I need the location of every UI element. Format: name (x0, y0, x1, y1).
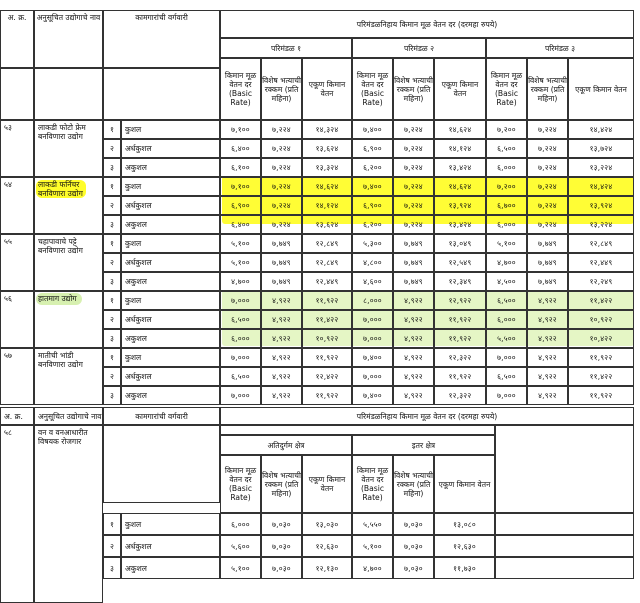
worker-category: अकुशल (121, 557, 220, 579)
worker-category: अर्धकुशल (121, 196, 220, 215)
wage-cell: ५,५५० (352, 513, 393, 535)
wage-cell: ६,२०० (352, 215, 393, 234)
wage-cell: ६,५०० (486, 291, 527, 310)
wage-cell: ६,९०० (352, 196, 393, 215)
wage-cell: १२,३४९ (434, 272, 486, 291)
wage-cell: १४,६२४ (302, 177, 352, 196)
wage-cell: १२,२४९ (568, 272, 634, 291)
worker-category: अर्धकुशल (121, 535, 220, 557)
industry-name: लाकडी फोटो फ्रेम बनविणारा उद्योग (34, 120, 103, 177)
worker-category: अकुशल (121, 215, 220, 234)
wage-cell: १४,१२४ (302, 196, 352, 215)
wage-cell: १३,३२४ (302, 158, 352, 177)
total-wage-header-z2: एकूण किमान वेतन (434, 58, 486, 120)
row-number: १ (103, 120, 121, 139)
blank-cell (495, 557, 634, 579)
total-wage-header-z1: एकूण किमान वेतन (302, 58, 352, 120)
wage-cell: ५,१०० (220, 557, 261, 579)
wage-cell: ७,१०० (220, 177, 261, 196)
wage-cell: ७,२२४ (393, 177, 434, 196)
header-spacer-worker (103, 68, 220, 120)
header-spacer-sr (0, 68, 34, 120)
wage-cell: १०,९२२ (568, 310, 634, 329)
wage-cell: ७,२२४ (261, 177, 302, 196)
worker-category: कुशल (121, 513, 220, 535)
wage-cell: १२,८४९ (302, 253, 352, 272)
wage-cell: ७,२२४ (261, 215, 302, 234)
worker-category: अर्धकुशल (121, 253, 220, 272)
row-number: २ (103, 310, 121, 329)
wage-cell: ७,७४९ (261, 234, 302, 253)
worker-category: अकुशल (121, 158, 220, 177)
wage-cell: ४,९२२ (393, 367, 434, 386)
header-spacer-name (34, 68, 103, 120)
wage-cell: ७,०३० (261, 513, 302, 535)
worker-category: अकुशल (121, 386, 220, 405)
industry-header-2: अनुसूचित उद्योगाचे नाव (34, 407, 103, 425)
wage-cell: ७,०३० (393, 535, 434, 557)
wage-cell: १३,९२४ (434, 196, 486, 215)
wage-cell: ७,२२४ (261, 120, 302, 139)
wage-cell: ७,२०० (486, 177, 527, 196)
wage-cell: ७,००० (486, 348, 527, 367)
wage-cell: ७,२२४ (527, 139, 568, 158)
basic-rate-header-s2z1: किमान मूळ वेतन दर (Basic Rate) (220, 455, 261, 513)
wage-cell: ६,००० (486, 310, 527, 329)
industry-name: हातमाग उद्योग (34, 291, 103, 348)
row-number: ३ (103, 329, 121, 348)
wage-cell: ६,४०० (220, 215, 261, 234)
row-number: १ (103, 348, 121, 367)
wage-cell: १३,६२४ (302, 139, 352, 158)
industry-header: अनुसूचित उद्योगाचे नाव (34, 10, 103, 68)
wage-cell: १४,६२४ (434, 120, 486, 139)
total-wage-header-z3: एकूण किमान वेतन (568, 58, 634, 120)
industry-name: लाकडी फर्निचर बनविणारा उद्योग (34, 177, 103, 234)
wage-cell: ४,९२२ (527, 310, 568, 329)
worker-category: अर्धकुशल (121, 139, 220, 158)
worker-category: अर्धकुशल (121, 367, 220, 386)
wage-cell: १२,८४९ (302, 234, 352, 253)
wage-cell: ४,९२२ (261, 348, 302, 367)
wage-cell: ७,७४९ (527, 272, 568, 291)
row-number: ३ (103, 215, 121, 234)
wage-cell: ६,००० (486, 158, 527, 177)
worker-category: अकुशल (121, 272, 220, 291)
wage-cell: १३,२२४ (568, 158, 634, 177)
wage-cell: ४,९२२ (261, 310, 302, 329)
wage-cell: ६,५०० (486, 139, 527, 158)
wage-cell: १२,६३० (302, 535, 352, 557)
wage-cell: १२,४४९ (568, 253, 634, 272)
wage-cell: ७,००० (220, 348, 261, 367)
basic-rate-header-s2z2: किमान मूळ वेतन दर (Basic Rate) (352, 455, 393, 513)
wage-cell: ११,९२२ (302, 291, 352, 310)
row-number: १ (103, 234, 121, 253)
basic-rate-header-z3: किमान मूळ वेतन दर (Basic Rate) (486, 58, 527, 120)
wage-cell: ४,७०० (352, 557, 393, 579)
group-sr: ५७ (0, 348, 34, 405)
wage-cell: ७,०३० (393, 513, 434, 535)
total-wage-header-s2z2: एकूण किमान वेतन (434, 455, 495, 513)
wage-cell: ७,०३० (261, 557, 302, 579)
special-allowance-header-z3: विशेष भत्याची रक्कम (प्रति महिना) (527, 58, 568, 120)
row-number: ३ (103, 272, 121, 291)
wage-cell: ७,२२४ (527, 196, 568, 215)
wage-cell: ७,२२४ (527, 177, 568, 196)
industry-name: मातीची भांडी बनविणारा उद्योग (34, 348, 103, 405)
wage-title-2: परिमंडळनिहाय किमान मूळ वेतन दर (दरमहा रुपये) (220, 407, 634, 425)
wage-cell: ६,४०० (220, 139, 261, 158)
wage-cell: ७,४०० (352, 120, 393, 139)
worker-category: अकुशल (121, 329, 220, 348)
wage-cell: १४,४२४ (568, 177, 634, 196)
wage-cell: ४,९२२ (261, 291, 302, 310)
zone-header-2-1: अतिदुर्गम क्षेत्र (220, 435, 352, 455)
wage-cell: ११,९२२ (568, 386, 634, 405)
wage-cell: ७,२२४ (393, 196, 434, 215)
worker-category: कुशल (121, 291, 220, 310)
special-allowance-header-s2z1: विशेष भत्याची रक्कम (प्रति महिना) (261, 455, 302, 513)
wage-cell: ७,००० (352, 329, 393, 348)
wage-cell: १४,६२४ (434, 177, 486, 196)
wage-cell: ४,९२२ (527, 386, 568, 405)
wage-cell: ७,२२४ (527, 215, 568, 234)
group-sr: ५६ (0, 291, 34, 348)
wage-cell: ७,७४९ (261, 253, 302, 272)
row-number: २ (103, 253, 121, 272)
wage-cell: ७,२२४ (527, 158, 568, 177)
wage-cell: ७,७४९ (527, 234, 568, 253)
wage-cell: ६,५०० (486, 367, 527, 386)
wage-cell: ७,२२४ (393, 158, 434, 177)
row-number: १ (103, 513, 121, 535)
wage-cell: १३,४२४ (434, 215, 486, 234)
wage-cell: ७,४०० (352, 177, 393, 196)
sr-header: अ. क्र. (0, 10, 34, 68)
group-sr: ५५ (0, 234, 34, 291)
group-sr: ५४ (0, 177, 34, 234)
wage-cell: ११,४२२ (568, 367, 634, 386)
special-allowance-header-z1: विशेष भत्याची रक्कम (प्रति महिना) (261, 58, 302, 120)
basic-rate-header-z2: किमान मूळ वेतन दर (Basic Rate) (352, 58, 393, 120)
worker-header-2: कामगारांची वर्गवारी (103, 407, 220, 425)
worker-category: अर्धकुशल (121, 310, 220, 329)
wage-cell: ६,५०० (220, 310, 261, 329)
wage-cell: ४,८०० (352, 253, 393, 272)
special-allowance-header-z2: विशेष भत्याची रक्कम (प्रति महिना) (393, 58, 434, 120)
wage-cell: ७,१०० (220, 120, 261, 139)
industry-name-2: वन व वनआधारीत विषयक रोजगार (34, 425, 103, 603)
wage-cell: ६,९०० (220, 196, 261, 215)
wage-cell: १२,६३० (434, 535, 495, 557)
wage-cell: १३,०८० (434, 513, 495, 535)
group-sr: ५३ (0, 120, 34, 177)
wage-cell: ७,०३० (393, 557, 434, 579)
wage-cell: ७,४०० (352, 386, 393, 405)
worker-category: कुशल (121, 177, 220, 196)
blank-cell (495, 535, 634, 557)
wage-cell: १३,७२४ (568, 139, 634, 158)
row-number: १ (103, 291, 121, 310)
wage-cell: ६,९०० (352, 139, 393, 158)
wage-cell: ७,००० (352, 310, 393, 329)
wage-cell: १२,९२२ (434, 291, 486, 310)
wage-cell: ७,७४९ (261, 272, 302, 291)
row-number: ३ (103, 557, 121, 579)
wage-cell: १३,०३० (302, 513, 352, 535)
wage-cell: ४,९२२ (393, 291, 434, 310)
wage-cell: ७,७४९ (393, 272, 434, 291)
row-number: ३ (103, 386, 121, 405)
wage-cell: ५,१०० (220, 253, 261, 272)
row-number: ३ (103, 158, 121, 177)
wage-cell: ७,२२४ (261, 139, 302, 158)
row-number: २ (103, 196, 121, 215)
wage-cell: ७,००० (486, 386, 527, 405)
row-number: २ (103, 367, 121, 386)
zone-header-2-2: इतर क्षेत्र (352, 435, 495, 455)
wage-cell: १४,१२४ (434, 139, 486, 158)
wage-cell: ७,००० (220, 291, 261, 310)
wage-cell: १४,३२४ (302, 120, 352, 139)
wage-cell: ७,७४९ (527, 253, 568, 272)
wage-cell: ११,७३० (434, 557, 495, 579)
wage-cell: ७,४०० (352, 348, 393, 367)
industry-name: चहापावाचे पट्टे बनविणारा उद्योग (34, 234, 103, 291)
wage-cell: ७,७४९ (393, 253, 434, 272)
wage-cell: १२,४२२ (302, 367, 352, 386)
wage-cell: १३,२२४ (568, 215, 634, 234)
wage-cell: ४,९२२ (261, 367, 302, 386)
zone-header-1: परिमंडळ १ (220, 38, 352, 58)
wage-cell: १३,०४९ (434, 234, 486, 253)
wage-cell: ४,९२२ (527, 329, 568, 348)
wage-cell: ४,९२२ (261, 329, 302, 348)
row-number: २ (103, 535, 121, 557)
group-sr-2: ५८ (0, 425, 34, 603)
wage-cell: ४,९२२ (393, 348, 434, 367)
worker-category: कुशल (121, 120, 220, 139)
zone-header-2: परिमंडळ २ (352, 38, 486, 58)
wage-cell: ६,५०० (220, 367, 261, 386)
blank-area-2 (495, 425, 634, 513)
wage-cell: ५,१०० (352, 535, 393, 557)
wage-cell: ५,५०० (486, 329, 527, 348)
zone-header-3: परिमंडळ ३ (486, 38, 634, 58)
worker-category: कुशल (121, 348, 220, 367)
sr-header-2: अ. क्र. (0, 407, 34, 425)
wage-cell: ६,७०० (486, 196, 527, 215)
wage-cell: ५,१०० (220, 234, 261, 253)
wage-cell: ४,७०० (220, 272, 261, 291)
wage-cell: १२,८४९ (568, 234, 634, 253)
wage-cell: ११,९२२ (302, 348, 352, 367)
wage-cell: ८,००० (352, 291, 393, 310)
wage-cell: १३,४२४ (434, 158, 486, 177)
wage-cell: ७,२२४ (527, 120, 568, 139)
wage-cell: ७,२२४ (261, 158, 302, 177)
wage-cell: ११,९२२ (434, 310, 486, 329)
wage-cell: ११,९२२ (302, 386, 352, 405)
wage-cell: ४,९२२ (527, 367, 568, 386)
wage-cell: ११,९२२ (434, 367, 486, 386)
wage-cell: ६,२०० (352, 158, 393, 177)
wage-cell: ५,६०० (220, 535, 261, 557)
wage-cell: ४,९२२ (261, 386, 302, 405)
wage-cell: ४,९२२ (527, 348, 568, 367)
wage-cell: ७,००० (352, 367, 393, 386)
wage-cell: ११,४२२ (302, 310, 352, 329)
wage-cell: ५,३०० (352, 234, 393, 253)
wage-cell: ७,०३० (261, 535, 302, 557)
wage-cell: ७,२२४ (261, 196, 302, 215)
wage-cell: १२,३२२ (434, 348, 486, 367)
wage-cell: १०,९२२ (302, 329, 352, 348)
wage-cell: ७,२२४ (393, 215, 434, 234)
wage-cell: १२,५४९ (434, 253, 486, 272)
wage-cell: ४,९२२ (393, 329, 434, 348)
wage-cell: ४,९२२ (393, 310, 434, 329)
worker-header: कामगारांची वर्गवारी (103, 10, 220, 68)
wage-cell: ११,९२२ (434, 329, 486, 348)
wage-cell: ४,९२२ (393, 386, 434, 405)
wage-cell: १३,६२४ (302, 215, 352, 234)
wage-cell: १४,४२४ (568, 120, 634, 139)
wage-cell: ११,९२२ (568, 348, 634, 367)
blank-cell (495, 513, 634, 535)
wage-cell: ७,२२४ (393, 139, 434, 158)
wage-cell: ७,००० (220, 386, 261, 405)
wage-cell: ४,७०० (486, 253, 527, 272)
basic-rate-header-z1: किमान मूळ वेतन दर (Basic Rate) (220, 58, 261, 120)
total-wage-header-s2z1: एकूण किमान वेतन (302, 455, 352, 513)
wage-cell: ६,००० (486, 215, 527, 234)
wage-title: परिमंडळनिहाय किमान मूळ वेतन दर (दरमहा रुपये) (220, 10, 634, 38)
wage-cell: ४,९२२ (527, 291, 568, 310)
wage-cell: ११,४२२ (568, 291, 634, 310)
wage-cell: ६,१०० (220, 158, 261, 177)
worker-spacer-2 (103, 425, 220, 503)
wage-cell: १०,४२२ (568, 329, 634, 348)
worker-category: कुशल (121, 234, 220, 253)
wage-cell: ४,६०० (352, 272, 393, 291)
wage-cell: ४,५०० (486, 272, 527, 291)
wage-cell: १२,३२२ (434, 386, 486, 405)
wage-cell: ५,१०० (486, 234, 527, 253)
zone-top-spacer (220, 425, 495, 435)
wage-cell: १३,९२४ (568, 196, 634, 215)
wage-cell: ६,००० (220, 513, 261, 535)
wage-cell: १२,१३० (302, 557, 352, 579)
wage-cell: ६,००० (220, 329, 261, 348)
row-number: १ (103, 177, 121, 196)
row-number: २ (103, 139, 121, 158)
wage-cell: ७,२२४ (393, 120, 434, 139)
wage-cell: १२,४४९ (302, 272, 352, 291)
wage-cell: ७,७४९ (393, 234, 434, 253)
special-allowance-header-s2z2: विशेष भत्याची रक्कम (प्रति महिना) (393, 455, 434, 513)
wage-cell: ७,२०० (486, 120, 527, 139)
